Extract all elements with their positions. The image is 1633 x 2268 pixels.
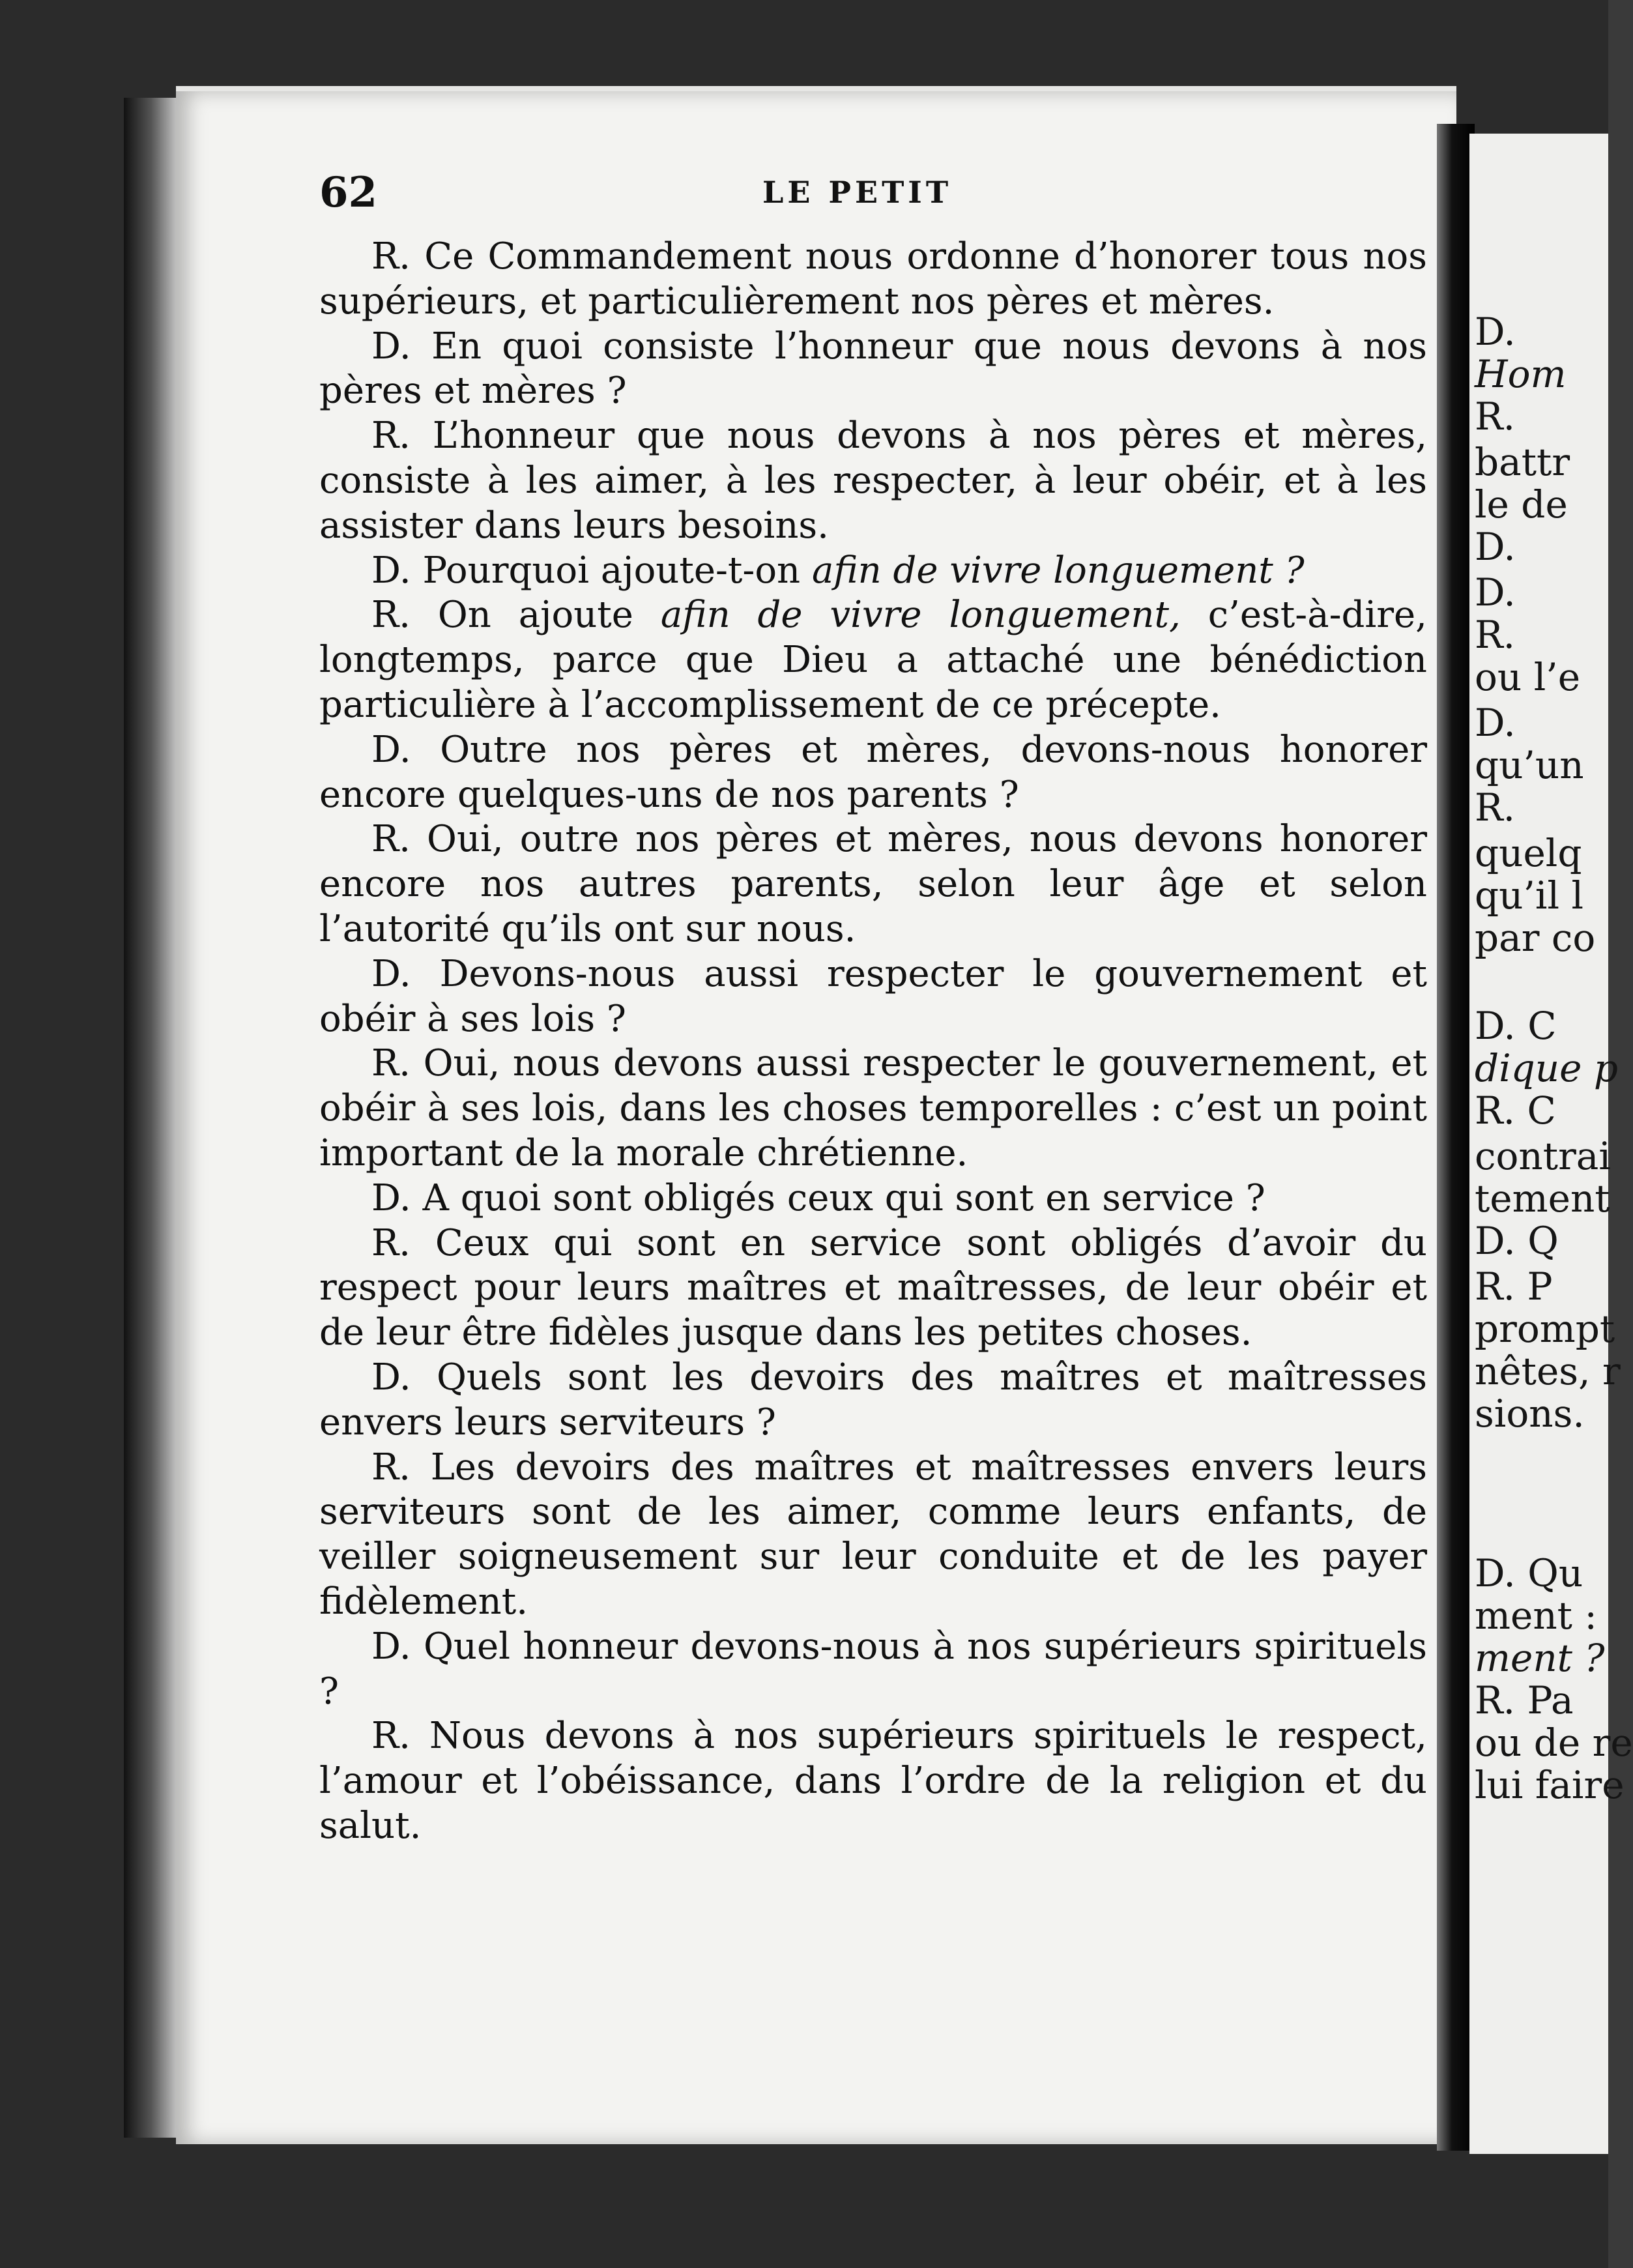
facing-page-line: nêtes, r xyxy=(1475,1349,1621,1393)
question-paragraph xyxy=(319,325,1427,414)
facing-page-line: contrai xyxy=(1475,1134,1611,1178)
speaker-label: R. xyxy=(371,594,411,637)
answer-paragraph xyxy=(319,593,1427,727)
facing-page-line: D. Qu xyxy=(1475,1551,1583,1595)
paragraph-text: L’honneur que nous devons à nos pères et mères, consiste à les aimer, à les respecter, à leur obéir, et à les assister dans leurs besoins. xyxy=(319,414,1427,547)
italic-phrase: afin de vivre longuement ? xyxy=(811,549,1305,592)
facing-page-line: R. P xyxy=(1475,1264,1553,1309)
facing-page-line: prompt xyxy=(1475,1307,1615,1351)
facing-page-line: D. xyxy=(1475,701,1516,745)
facing-page-line: quelq xyxy=(1475,831,1582,875)
paragraph-text: Ce Commandement nous ordonne d’honorer tous nos supérieurs, et particulièrement nos pères et mères. xyxy=(319,235,1427,323)
facing-page-line: Hom xyxy=(1475,352,1567,396)
facing-page-line: R. C xyxy=(1475,1088,1556,1133)
paragraph-text: Oui, nous devons aussi respecter le gouvernement, et obéir à ses lois, dans les choses temporelles : c’est un point important de la morale chrétienne. xyxy=(319,1042,1427,1174)
facing-page-line: R. xyxy=(1475,613,1516,657)
facing-page-line: lui faire xyxy=(1475,1763,1625,1807)
italic-phrase: afin de vivre longuement, xyxy=(660,594,1181,637)
speaker-label: D. xyxy=(371,1176,411,1219)
paragraph-text: Ceux qui sont en service sont obligés d’avoir du respect pour leurs maîtres et maîtresses, de leur obéir et de leur être fidèles jusque dans les petites choses. xyxy=(319,1221,1427,1354)
speaker-label: D. xyxy=(371,549,411,592)
answer-paragraph xyxy=(319,414,1427,548)
page-number: 62 xyxy=(319,168,378,217)
facing-page-line: dique p xyxy=(1475,1046,1619,1090)
facing-page-line: le de xyxy=(1475,482,1568,527)
question-paragraph xyxy=(319,1176,1427,1221)
answer-paragraph xyxy=(319,1041,1427,1176)
speaker-label: R. xyxy=(371,414,411,458)
speaker-label: D. xyxy=(371,1356,411,1399)
speaker-label: D. xyxy=(371,1625,411,1668)
paragraph-text: En quoi consiste l’honneur que nous devons à nos pères et mères ? xyxy=(319,325,1427,413)
speaker-label: R. xyxy=(371,818,411,861)
paragraph-text: Quels sont les devoirs des maîtres et maîtresses envers leurs serviteurs ? xyxy=(319,1356,1427,1444)
paragraph-text: A quoi sont obligés ceux qui sont en service ? xyxy=(422,1176,1265,1219)
answer-paragraph xyxy=(319,817,1427,952)
question-paragraph xyxy=(319,1356,1427,1446)
facing-page-line: battr xyxy=(1475,440,1570,484)
facing-page-line: qu’un xyxy=(1475,743,1584,787)
facing-page-line: tement xyxy=(1475,1176,1610,1221)
facing-page-line: ment ? xyxy=(1475,1636,1605,1680)
question-paragraph xyxy=(319,952,1427,1042)
running-head: LE PETIT xyxy=(762,175,953,210)
speaker-label: R. xyxy=(371,235,411,278)
facing-page-line: D. C xyxy=(1475,1004,1557,1048)
facing-page-line: D. xyxy=(1475,310,1516,354)
speaker-label: R. xyxy=(371,1042,411,1085)
paragraph-text: Outre nos pères et mères, devons-nous honorer encore quelques-uns de nos parents ? xyxy=(319,728,1427,816)
paragraph-text: On ajoute xyxy=(437,594,633,637)
speaker-label: D. xyxy=(371,952,411,995)
question-paragraph xyxy=(319,1625,1427,1715)
speaker-label: D. xyxy=(371,728,411,771)
paragraph-text: Quel honneur devons-nous à nos supérieurs spirituels ? xyxy=(319,1625,1427,1713)
speaker-label: R. xyxy=(371,1715,411,1758)
question-paragraph xyxy=(319,728,1427,818)
speaker-label: R. xyxy=(371,1446,411,1489)
facing-page-line: par co xyxy=(1475,916,1596,960)
question-paragraph xyxy=(319,549,1427,594)
facing-page-line: D. xyxy=(1475,570,1516,615)
answer-paragraph xyxy=(319,1714,1427,1848)
facing-page-line: R. xyxy=(1475,785,1516,830)
answer-paragraph xyxy=(319,1446,1427,1625)
facing-page-line: R. xyxy=(1475,394,1516,439)
facing-page-line: D. xyxy=(1475,525,1516,569)
facing-page-line: R. Pa xyxy=(1475,1678,1574,1723)
answer-paragraph xyxy=(319,235,1427,325)
page-header xyxy=(319,168,1427,220)
facing-page-line: ou de re xyxy=(1475,1721,1633,1765)
facing-page-fragment xyxy=(1469,134,1633,2154)
facing-page-line: qu’il l xyxy=(1475,873,1584,918)
speaker-label: D. xyxy=(371,325,411,368)
paragraph-text: Oui, outre nos pères et mères, nous devons honorer encore nos autres parents, selon leur âge et selon l’autorité qu’ils ont sur nous. xyxy=(319,818,1427,950)
speaker-label: R. xyxy=(371,1221,411,1264)
facing-page-line: ou l’e xyxy=(1475,655,1581,699)
catechism-text xyxy=(319,235,1427,1849)
paragraph-text: Devons-nous aussi respecter le gouvernement et obéir à ses lois ? xyxy=(319,952,1427,1040)
answer-paragraph xyxy=(319,1221,1427,1356)
paragraph-text: Nous devons à nos supérieurs spirituels le respect, l’amour et l’obéissance, dans l’ordre de la religion et du salut. xyxy=(319,1715,1427,1847)
facing-page-line: sions. xyxy=(1475,1391,1585,1436)
paragraph-text: Les devoirs des maîtres et maîtresses envers leurs serviteurs sont de les aimer, comme leurs enfants, de veiller soigneusement sur leur conduite et de les payer fidèlement. xyxy=(319,1446,1427,1623)
paragraph-text: c’est-à-dire, longtemps, parce que Dieu a attaché une bénédiction particulière à l’accomplissement de ce précepte. xyxy=(319,594,1427,726)
facing-page-line: D. Q xyxy=(1475,1219,1559,1263)
paragraph-text: Pourquoi ajoute-t-on xyxy=(422,549,801,592)
facing-page-line: ment : xyxy=(1475,1593,1597,1638)
